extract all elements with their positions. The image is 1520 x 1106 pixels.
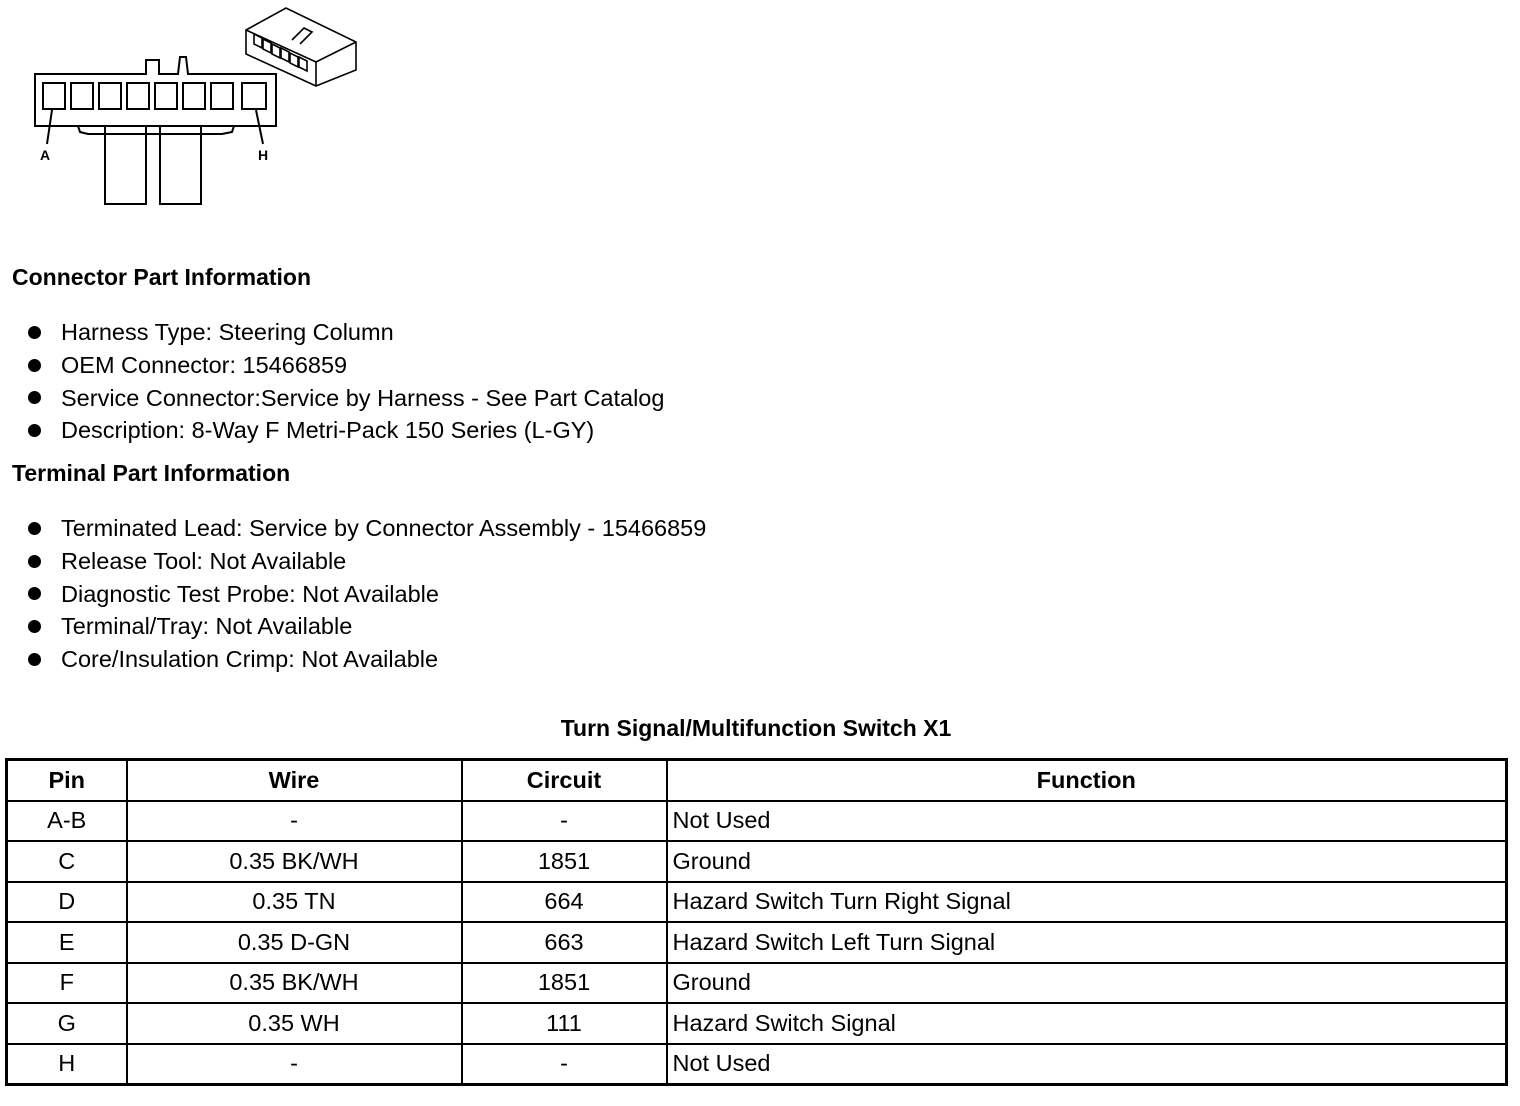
column-header-pin: Pin <box>7 760 127 801</box>
pin-label-a: A <box>40 147 51 163</box>
connector-info-heading: Connector Part Information <box>12 264 312 290</box>
table-row <box>7 841 1507 882</box>
circuit-cell: 1851 <box>462 963 667 1004</box>
wire-cell: 0.35 D-GN <box>127 922 462 963</box>
circuit-cell: 111 <box>462 1003 667 1044</box>
list-item: Diagnostic Test Probe: Not Available <box>28 578 706 611</box>
circuit-cell: 1851 <box>462 841 667 882</box>
pin-cell: E <box>7 922 127 963</box>
pin-cell: H <box>7 1044 127 1085</box>
connector-info-list <box>28 316 664 447</box>
function-cell: Hazard Switch Signal <box>667 1003 1507 1044</box>
list-item: Core/Insulation Crimp: Not Available <box>28 643 706 676</box>
circuit-cell: 664 <box>462 882 667 923</box>
wire-cell: 0.35 BK/WH <box>127 963 462 1004</box>
table-row <box>7 1003 1507 1044</box>
column-header-wire: Wire <box>127 760 462 801</box>
function-cell: Hazard Switch Left Turn Signal <box>667 922 1507 963</box>
circuit-cell: - <box>462 1044 667 1085</box>
wire-cell: 0.35 TN <box>127 882 462 923</box>
list-item: Service Connector:Service by Harness - See Part Catalog <box>28 382 664 415</box>
list-item: Terminal/Tray: Not Available <box>28 610 706 643</box>
pin-cavities <box>43 83 266 109</box>
list-item: OEM Connector: 15466859 <box>28 349 664 382</box>
table-row <box>7 801 1507 842</box>
column-header-circuit: Circuit <box>462 760 667 801</box>
terminal-info-heading: Terminal Part Information <box>12 460 291 486</box>
harness-leg-right <box>160 126 201 204</box>
table-row <box>7 1044 1507 1085</box>
wire-cell: 0.35 BK/WH <box>127 841 462 882</box>
pin-table <box>5 758 1508 1086</box>
table-row <box>7 922 1507 963</box>
pin-cell: A-B <box>7 801 127 842</box>
function-cell: Not Used <box>667 801 1507 842</box>
circuit-cell: 663 <box>462 922 667 963</box>
connector-diagram <box>0 0 370 215</box>
wire-cell: - <box>127 801 462 842</box>
wire-cell: 0.35 WH <box>127 1003 462 1044</box>
circuit-cell: - <box>462 801 667 842</box>
function-cell: Ground <box>667 841 1507 882</box>
bullet-icon <box>28 587 41 600</box>
bullet-icon <box>28 653 41 666</box>
list-item: Release Tool: Not Available <box>28 545 706 578</box>
connector-skirt <box>78 126 234 134</box>
function-cell: Hazard Switch Turn Right Signal <box>667 882 1507 923</box>
list-item: Description: 8-Way F Metri-Pack 150 Series (L-GY) <box>28 414 664 447</box>
table-header-row <box>7 760 1507 801</box>
function-cell: Not Used <box>667 1044 1507 1085</box>
pin-cell: D <box>7 882 127 923</box>
harness-leg-left <box>105 126 146 204</box>
bullet-icon <box>28 391 41 404</box>
bullet-icon <box>28 326 41 339</box>
bullet-icon <box>28 620 41 633</box>
pin-label-h: H <box>258 147 269 163</box>
pin-cell: G <box>7 1003 127 1044</box>
column-header-function: Function <box>667 760 1507 801</box>
bullet-icon <box>28 555 41 568</box>
bullet-icon <box>28 522 41 535</box>
function-cell: Ground <box>667 963 1507 1004</box>
bullet-icon <box>28 424 41 437</box>
bullet-icon <box>28 359 41 372</box>
table-row <box>7 882 1507 923</box>
wire-cell: - <box>127 1044 462 1085</box>
pin-cell: F <box>7 963 127 1004</box>
table-title: Turn Signal/Multifunction Switch X1 <box>560 715 952 741</box>
pin-cell: C <box>7 841 127 882</box>
list-item: Terminated Lead: Service by Connector Assembly - 15466859 <box>28 512 706 545</box>
terminal-info-list <box>28 512 706 676</box>
list-item: Harness Type: Steering Column <box>28 316 664 349</box>
table-row <box>7 963 1507 1004</box>
